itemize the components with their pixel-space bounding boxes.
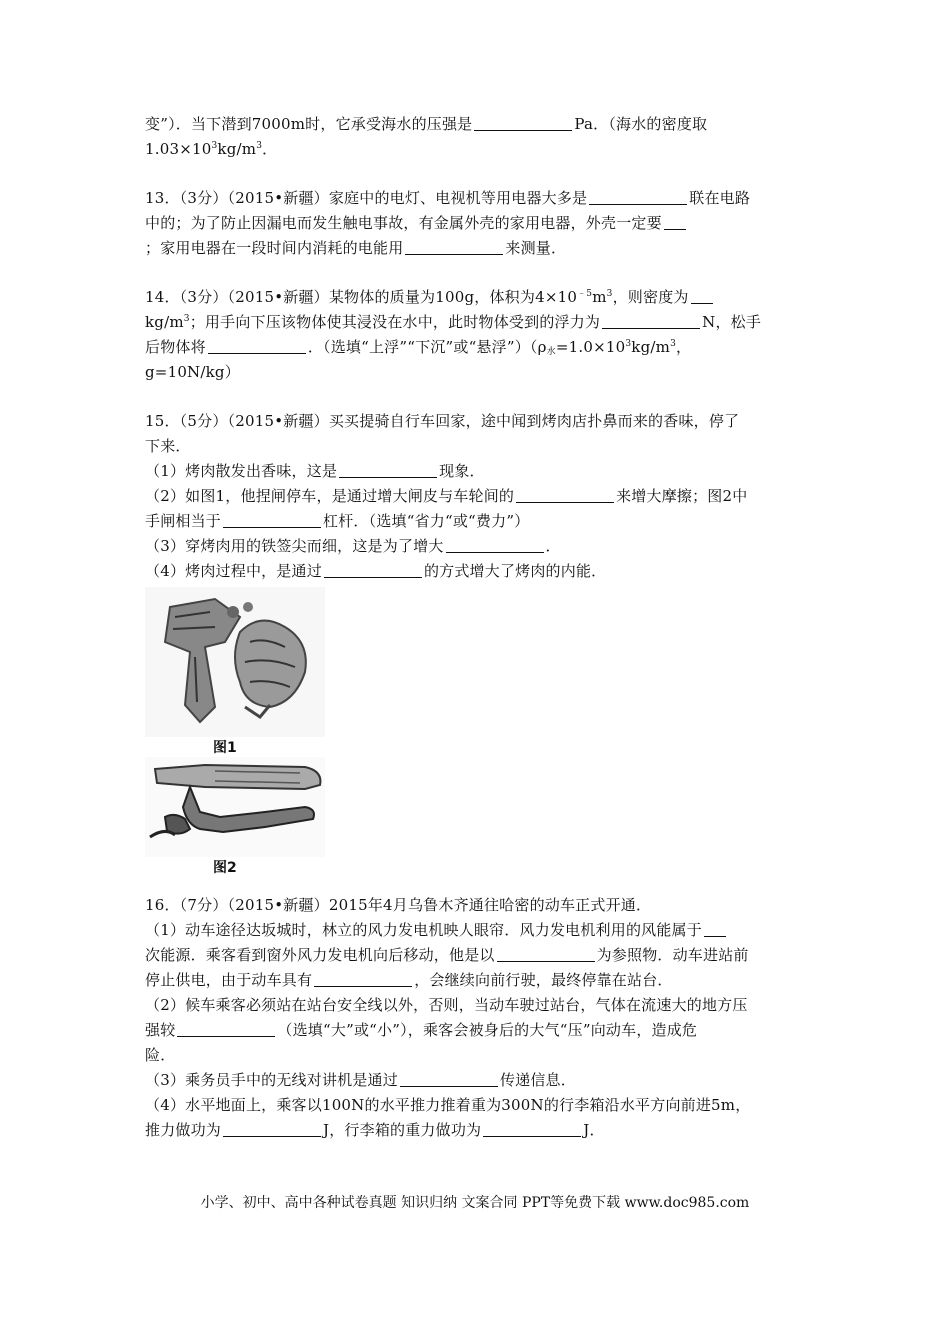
question-16: 16．（7分）（2015•新疆）2015年4月乌鲁木齐通往哈密的动车正式开通． （1）动车途径达坂城时，林立的风力发电机映人眼帘．风力发电机利用的风能属于 次能源．乘客看到窗外风力发电机向后移动，他是以 为参照物．动车进站前 停止供电，由于动车具有 ，会继续向前行驶，最终停靠在站台． （2）候车乘客必须站在站台安全线以外，否则，当动车驶过站台，气体在流速大的地方压 强较 （选填“大”或“小”），乘客会被身后的大气“压”向动车，造成危 险． （3）乘务员手中的无线对讲机是通过 传递信息． （4）水平地面上，乘客以100N的水平推力推着重为300N的行李箱沿水平方向前进5m， 推力做功为 J，行李箱的重力做功为 J．: [145, 896, 751, 1139]
answer-blank[interactable]: [405, 239, 503, 255]
figure-2-caption: 图2: [213, 860, 237, 876]
answer-blank[interactable]: [400, 1071, 498, 1087]
answer-blank[interactable]: [589, 189, 687, 205]
answer-blank[interactable]: [602, 313, 700, 329]
answer-blank[interactable]: [516, 487, 614, 503]
answer-blank[interactable]: [664, 214, 686, 230]
figure-1-caption: 图1: [213, 740, 237, 756]
brake-figure: [145, 587, 325, 879]
question-13: 13．（3分）（2015•新疆）家庭中的电灯、电视机等用电器大多是 联在电路 中的；为了防止因漏电而发生触电事故，有金属外壳的家用电器，外壳一定要 ；家用电器在一段时间内消耗的电能用 来测量．: [145, 189, 751, 257]
answer-blank[interactable]: [324, 562, 422, 578]
answer-blank[interactable]: [704, 921, 726, 937]
q12-line-1: 变”）．当下潜到7000m时，它承受海水的压强是 Pa．（海水的密度取: [145, 115, 708, 133]
question-15: 15．（5分）（2015•新疆）买买提骑自行车回家，途中闻到烤肉店扑鼻而来的香味，停了 下来． （1）烤肉散发出香味，这是 现象． （2）如图1，他捏闸停车，是通过增大闸皮与车轮间的 来增大摩擦；图2中 手闸相当于 杠杆．（选填“省力“或“费力”） （3）穿烤肉用的铁签尖而细，这是为了增大 ． （4）烤肉过程中，是通过 的方式增大了烤肉的内能． 图1 图2: [145, 409, 810, 879]
brake-lever-drawing: [145, 757, 325, 857]
q12-line-2: $1.03\times 10^3kg/m^3$．: [145, 140, 278, 158]
answer-blank[interactable]: [339, 462, 437, 478]
answer-blank[interactable]: [483, 1121, 581, 1137]
hand-brake-photo: [145, 587, 325, 737]
answer-blank[interactable]: [314, 971, 412, 987]
page-footer: 小学、初中、高中各种试卷真题 知识归纳 文案合同 PPT等免费下载 www.doc985.com: [200, 1195, 750, 1211]
question-14: 14．（3分）（2015•新疆）某物体的质量为100g，体积为$4\times 10^{﹣5}m^3$，则密度为 $kg/m^3$；用手向下压该物体使其浸没在水中，此时物体受到的浮力为 N，松手 后物体将 ．（选填“上浮”“下沉”或“悬浮$”)(\rho_水=1.0\times 10^3kg/m^3$， g=10N/kg）: [145, 288, 762, 381]
answer-blank[interactable]: [208, 338, 306, 354]
document-page: [145, 112, 810, 1143]
answer-blank[interactable]: [474, 115, 572, 131]
answer-blank[interactable]: [177, 1021, 275, 1037]
answer-blank[interactable]: [497, 946, 595, 962]
answer-blank[interactable]: [691, 288, 713, 304]
answer-blank[interactable]: [223, 1121, 321, 1137]
answer-blank[interactable]: [446, 537, 544, 553]
answer-blank[interactable]: [223, 512, 321, 528]
